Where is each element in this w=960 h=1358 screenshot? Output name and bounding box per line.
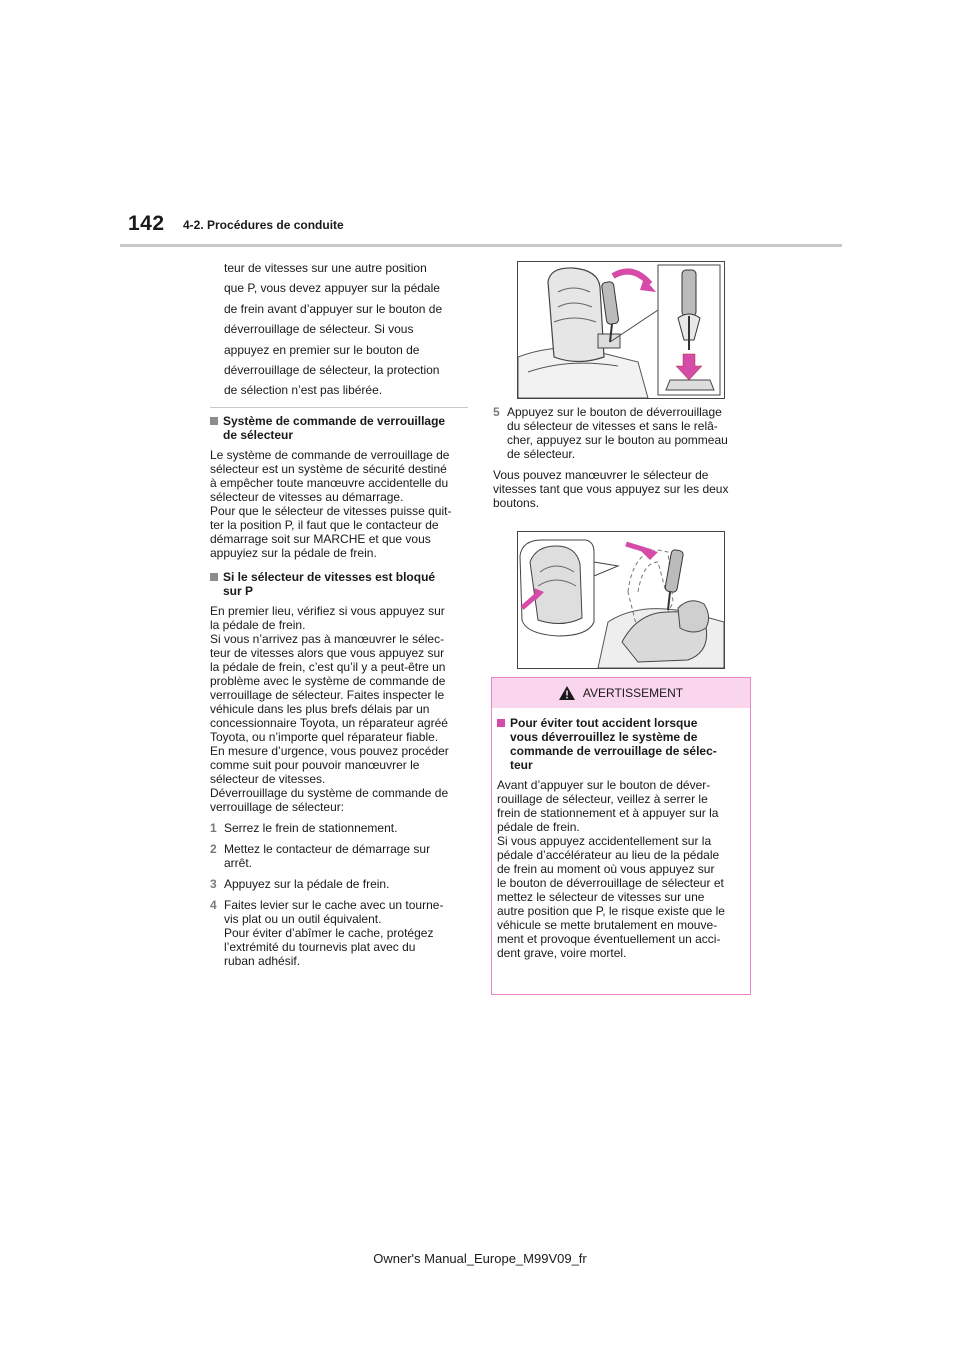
warning-body bbox=[492, 708, 750, 960]
shift-cover-illustration bbox=[518, 262, 724, 398]
heading-line: Système de commande de verrouillage bbox=[223, 414, 446, 428]
square-bullet-icon bbox=[210, 573, 218, 581]
text-line: teur de vitesses alors que vous appuyez sur bbox=[210, 646, 445, 660]
text-line: Toyota, ou n’importe quel réparateur fiable. bbox=[210, 730, 439, 744]
step-1 bbox=[210, 821, 468, 835]
text-line: Déverrouillage du système de commande de bbox=[210, 786, 449, 800]
left-column bbox=[210, 414, 468, 975]
step-number: 5 bbox=[493, 405, 500, 419]
text-line: sélecteur est un système de sécurité destiné bbox=[210, 462, 447, 476]
text-line: Si vous n’arrivez pas à manœuvrer le sélec- bbox=[210, 632, 445, 646]
text-line: déverrouillage de sélecteur, la protection bbox=[224, 363, 440, 378]
heading-line: teur bbox=[510, 758, 533, 772]
text-line: Le système de commande de verrouillage de bbox=[210, 448, 450, 462]
heading-line: Si le sélecteur de vitesses est bloqué bbox=[223, 570, 436, 584]
shift-knob-illustration bbox=[518, 532, 724, 668]
text-line: En mesure d’urgence, vous pouvez procéder bbox=[210, 744, 449, 758]
text-line: pédale de frein. bbox=[497, 820, 580, 834]
text-line: ruban adhésif. bbox=[224, 954, 301, 968]
text-line: verrouillage de sélecteur. Faites inspecter le bbox=[210, 688, 445, 702]
step-number: 1 bbox=[210, 821, 217, 835]
figure-pry-cover bbox=[517, 261, 725, 399]
step-5 bbox=[493, 405, 751, 461]
section2-body bbox=[210, 604, 468, 814]
text-line: Appuyez sur la pédale de frein. bbox=[224, 877, 390, 891]
text-line: rouillage de sélecteur, veillez à serrer le bbox=[497, 792, 708, 806]
text-line: de frein avant d’appuyer sur le bouton de bbox=[224, 301, 443, 316]
step-number: 3 bbox=[210, 877, 217, 891]
step-2 bbox=[210, 842, 468, 870]
text-line: vis plat ou un outil équivalent. bbox=[224, 912, 382, 926]
text-line: véhicule se mette brutalement en mouve- bbox=[497, 918, 718, 932]
header-rule bbox=[120, 244, 842, 247]
text-line: concessionnaire Toyota, un réparateur agréé bbox=[210, 716, 448, 730]
text-line: de sélecteur. bbox=[507, 447, 576, 461]
text-line: pédale d’accélérateur au lieu de la pédale bbox=[497, 848, 720, 862]
text-line: de frein au moment où vous appuyez sur bbox=[497, 862, 715, 876]
heading-line: de sélecteur bbox=[223, 428, 294, 442]
text-line: boutons. bbox=[493, 496, 540, 510]
text-line: teur de vitesses sur une autre position bbox=[224, 261, 427, 275]
text-line: sélecteur de vitesses. bbox=[210, 772, 326, 786]
footer-manual-id: Owner's Manual_Europe_M99V09_fr bbox=[373, 1251, 587, 1266]
text-line: dent grave, voire mortel. bbox=[497, 946, 627, 960]
text-line: ter la position P, il faut que le contacteur de bbox=[210, 518, 439, 532]
right-column bbox=[493, 405, 751, 517]
text-line: véhicule dans les plus brefs délais par un bbox=[210, 702, 430, 716]
text-line: démarrage soit sur MARCHE et que vous bbox=[210, 532, 431, 546]
text-line: Serrez le frein de stationnement. bbox=[224, 821, 398, 835]
text-line: à empêcher toute manœuvre accidentelle du bbox=[210, 476, 449, 490]
text-line: ment et provoque éventuellement un acci- bbox=[497, 932, 721, 946]
text-line: l’extrémité du tournevis plat avec du bbox=[224, 940, 416, 954]
text-line: verrouillage de sélecteur: bbox=[210, 800, 345, 814]
warning-triangle-icon bbox=[559, 686, 575, 700]
text-line: déverrouillage de sélecteur. Si vous bbox=[224, 322, 414, 337]
text-line: Mettez le contacteur de démarrage sur bbox=[224, 842, 431, 856]
square-bullet-icon bbox=[497, 719, 505, 727]
step-4 bbox=[210, 898, 468, 968]
warning-header bbox=[492, 678, 750, 708]
text-line: la pédale de frein. bbox=[210, 618, 306, 632]
section2-heading bbox=[210, 570, 468, 598]
text-line: frein de stationnement et à appuyer sur la bbox=[497, 806, 719, 820]
text-line: comme suit pour pouvoir manœuvrer le bbox=[210, 758, 420, 772]
text-line: problème avec le système de commande de bbox=[210, 674, 446, 688]
text-line: cher, appuyez sur le bouton au pommeau bbox=[507, 433, 728, 447]
heading-line: Pour éviter tout accident lorsque bbox=[510, 716, 698, 730]
text-line: Avant d’appuyer sur le bouton de déver- bbox=[497, 778, 711, 792]
text-line: autre position que P, le risque existe que le bbox=[497, 904, 725, 918]
text-line: Faites levier sur le cache avec un tourne- bbox=[224, 898, 444, 912]
figure-press-buttons bbox=[517, 531, 725, 669]
text-line: mettez le sélecteur de vitesses sur une bbox=[497, 890, 705, 904]
text-line: de sélection n’est pas libérée. bbox=[224, 383, 383, 398]
step-number: 4 bbox=[210, 898, 217, 912]
warning-title: AVERTISSEMENT bbox=[582, 686, 684, 700]
text-line: la pédale de frein, c’est qu’il y a peut-être un bbox=[210, 660, 446, 674]
text-line: Pour que le sélecteur de vitesses puisse quit- bbox=[210, 504, 452, 518]
text-line: que P, vous devez appuyer sur la pédale bbox=[224, 281, 440, 296]
text-line: Si vous appuyez accidentellement sur la bbox=[497, 834, 712, 848]
heading-line: vous déverrouillez le système de bbox=[510, 730, 698, 744]
text-line: Pour éviter d’abîmer le cache, protégez bbox=[224, 926, 434, 940]
text-line: sélecteur de vitesses au démarrage. bbox=[210, 490, 404, 504]
after-step5-paragraph bbox=[493, 468, 751, 510]
section-divider bbox=[210, 407, 468, 408]
heading-line: sur P bbox=[223, 584, 254, 598]
text-line: le bouton de déverrouillage de sélecteur et bbox=[497, 876, 724, 890]
section-title: 4-2. Procédures de conduite bbox=[183, 218, 344, 232]
warning-text bbox=[497, 778, 744, 960]
text-line: appuyiez sur la pédale de frein. bbox=[210, 546, 377, 560]
text-line: arrêt. bbox=[224, 856, 253, 870]
warning-heading bbox=[497, 716, 744, 772]
heading-line: commande de verrouillage de sélec- bbox=[510, 744, 717, 758]
step-number: 2 bbox=[210, 842, 217, 856]
text-line: Appuyez sur le bouton de déverrouillage bbox=[507, 405, 722, 419]
warning-box bbox=[491, 677, 751, 995]
intro-paragraph bbox=[224, 258, 470, 401]
text-line: En premier lieu, vérifiez si vous appuyez sur bbox=[210, 604, 445, 618]
text-line: vitesses tant que vous appuyez sur les deux bbox=[493, 482, 729, 496]
text-line: appuyez en premier sur le bouton de bbox=[224, 342, 420, 357]
text-line: du sélecteur de vitesses et sans le relâ- bbox=[507, 419, 718, 433]
text-line: Vous pouvez manœuvrer le sélecteur de bbox=[493, 468, 709, 482]
step-3 bbox=[210, 877, 468, 891]
square-bullet-icon bbox=[210, 417, 218, 425]
page-number: 142 bbox=[128, 212, 165, 235]
section1-body bbox=[210, 448, 468, 560]
section1-heading bbox=[210, 414, 468, 442]
